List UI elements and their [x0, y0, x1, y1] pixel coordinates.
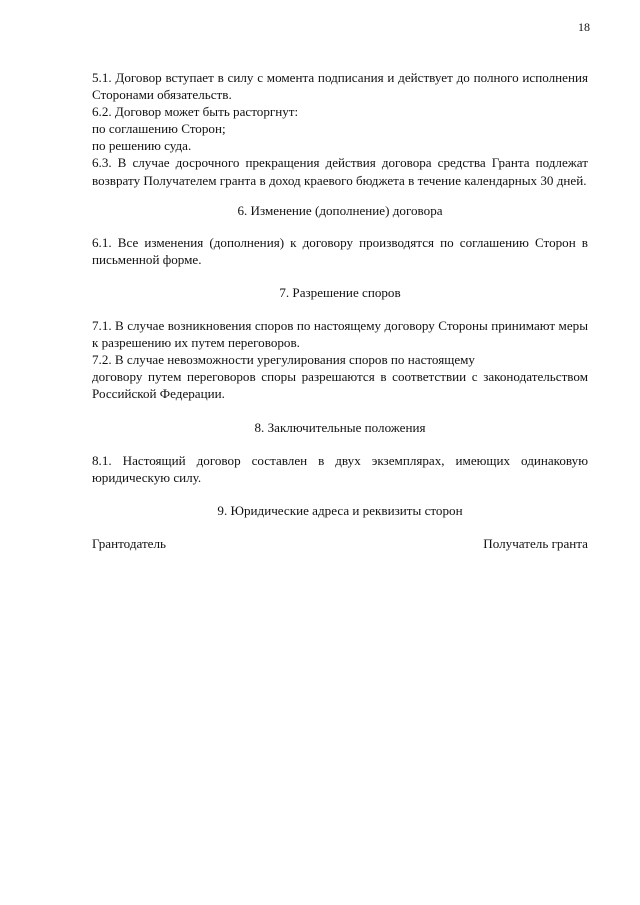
clause-6-2-option-agreement: по соглашению Сторон; — [92, 121, 226, 137]
section-6-heading: 6. Изменение (дополнение) договора — [237, 202, 443, 218]
clause-5-1: 5.1. Договор вступает в силу с момента подписания и действует до полного исполнения Сторонами обязательств. — [92, 70, 588, 103]
section-8-heading: 8. Заключительные положения — [254, 419, 426, 435]
clause-6-2-option-court: по решению суда. — [92, 138, 192, 154]
grantor-label: Грантодатель — [92, 535, 167, 551]
clause-6-3: 6.3. В случае досрочного прекращения действия договора средства Гранта подлежат возврату Получателем гранта в доход краевого бюджета в течение календарных 30 дней. — [92, 155, 588, 188]
grant-recipient-label: Получатель гранта — [483, 535, 588, 551]
clause-7-2-continued: договору путем переговоров споры разрешаются в соответствии с законодательством Российской Федерации. — [92, 369, 588, 402]
section-7-heading: 7. Разрешение споров — [279, 284, 401, 300]
clause-7-1: 7.1. В случае возникновения споров по настоящему договору Стороны принимают меры к разрешению их путем переговоров. — [92, 318, 588, 351]
signature-parties — [92, 535, 588, 552]
clause-6-1: 6.1. Все изменения (дополнения) к договору производятся по соглашению Сторон в письменной форме. — [92, 234, 588, 267]
clause-8-1: 8.1. Настоящий договор составлен в двух экземплярах, имеющих одинаковую юридическую силу. — [92, 452, 588, 485]
page-number: 18 — [578, 20, 590, 34]
clause-7-2: 7.2. В случае невозможности урегулирования споров по настоящему — [92, 352, 475, 368]
clause-6-2: 6.2. Договор может быть расторгнут: — [92, 104, 299, 120]
document-body — [92, 69, 588, 552]
section-9-heading: 9. Юридические адреса и реквизиты сторон — [217, 502, 463, 518]
